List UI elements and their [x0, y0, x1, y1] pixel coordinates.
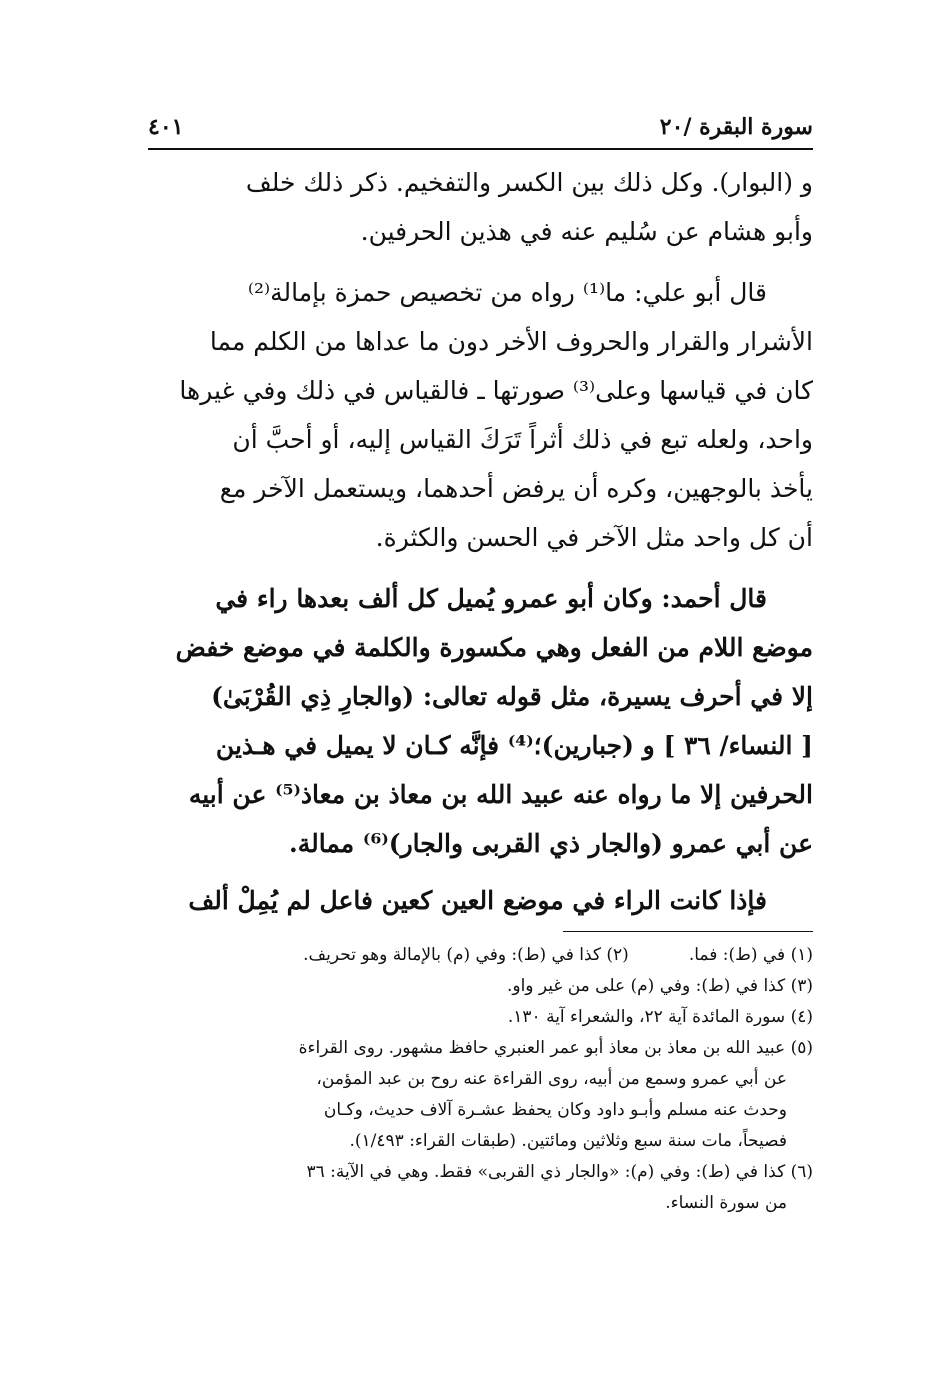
footnote-line: (٦) كذا في (ط): وفي (م): «والجار ذي القربى» فقط. وهي في الآية: ٣٦ [306, 1162, 813, 1182]
text-line: واحد، ولعله تبع في ذلك أثراً تَرَكَ القياس إليه، أو أحبَّ أن [232, 425, 813, 454]
paragraph-3 [148, 574, 813, 868]
text-line: إلا في أحرف يسيرة، مثل قوله تعالى: (والجارِ ذِي القُرْبَىٰ) [211, 682, 813, 711]
running-title: سورة البقرة /٢٠ [659, 114, 813, 140]
text-line: [ النساء/ ٣٦ ] و (جبارين)؛⁽⁴⁾ فإنَّه كـان لا يميل في هـذين [215, 731, 813, 760]
footnote-line: (٥) عبيد الله بن معاذ بن معاذ أبو عمر العنبري حافظ مشهور. روى القراءة [298, 1038, 813, 1058]
footnote-1: (١) في (ط): فما. [688, 945, 813, 965]
footnote-line: من سورة النساء. [665, 1193, 787, 1213]
text-line: قال أبو علي: ما⁽¹⁾ رواه من تخصيص حمزة بإمالة⁽²⁾ [247, 278, 767, 307]
book-page [148, 108, 813, 1308]
text-line: فإذا كانت الراء في موضع العين كعين فاعل لم يُمِلْ ألف [188, 886, 767, 915]
footnote-row [148, 940, 813, 971]
paragraph-4 [148, 876, 813, 925]
page-header [148, 108, 813, 150]
footnote-3: (٣) كذا في (ط): وفي (م) على من غير واو. [506, 976, 813, 996]
text-line: وأبو هشام عن سُليم عنه في هذين الحرفين. [360, 217, 813, 246]
text-line: يأخذ بالوجهين، وكره أن يرفض أحدهما، ويستعمل الآخر مع [219, 474, 813, 503]
text-line: موضع اللام من الفعل وهي مكسورة والكلمة في موضع خفض [175, 633, 813, 662]
footnotes [148, 940, 813, 1219]
page-number: ٤٠١ [148, 114, 184, 140]
text-line: و (البوار). وكل ذلك بين الكسر والتفخيم. ذكر ذلك خلف [245, 168, 813, 197]
footnote-line: عن أبي عمرو وسمع من أبيه، روى القراءة عنه روح بن عبد المؤمن، [316, 1069, 787, 1089]
footnote-6 [148, 1157, 813, 1219]
text-line: الأشرار والقرار والحروف الأخر دون ما عداها من الكلم مما [209, 327, 813, 356]
text-line: الحرفين إلا ما رواه عنه عبيد الله بن معاذ بن معاذ⁽⁵⁾ عن أبيه [188, 780, 813, 809]
footnote-4: (٤) سورة المائدة آية ٢٢، والشعراء آية ١٣٠. [507, 1007, 813, 1027]
footnote-line: فصيحاً، مات سنة سبع وثلاثين ومائتين. (طبقات القراء: ١/٤٩٣). [349, 1131, 787, 1151]
text-line: عن أبي عمرو (والجار ذي القربى والجار)⁽⁶⁾ ممالة. [289, 829, 813, 858]
paragraph-2 [148, 268, 813, 562]
text-line: قال أحمد: وكان أبو عمرو يُميل كل ألف بعدها راء في [215, 584, 767, 613]
footnote-2: (٢) كذا في (ط): وفي (م) بالإمالة وهو تحريف. [303, 945, 629, 965]
footnote-line: وحدث عنه مسلم وأبـو داود وكان يحفظ عشـرة آلاف حديث، وكـان [323, 1100, 787, 1120]
text-line: كان في قياسها وعلى⁽³⁾ صورتها ـ فالقياس في ذلك وفي غيرها [179, 376, 813, 405]
footnote-5 [148, 1033, 813, 1157]
paragraph-1 [148, 158, 813, 256]
text-line: أن كل واحد مثل الآخر في الحسن والكثرة. [375, 523, 813, 552]
footnote-divider [563, 931, 813, 932]
